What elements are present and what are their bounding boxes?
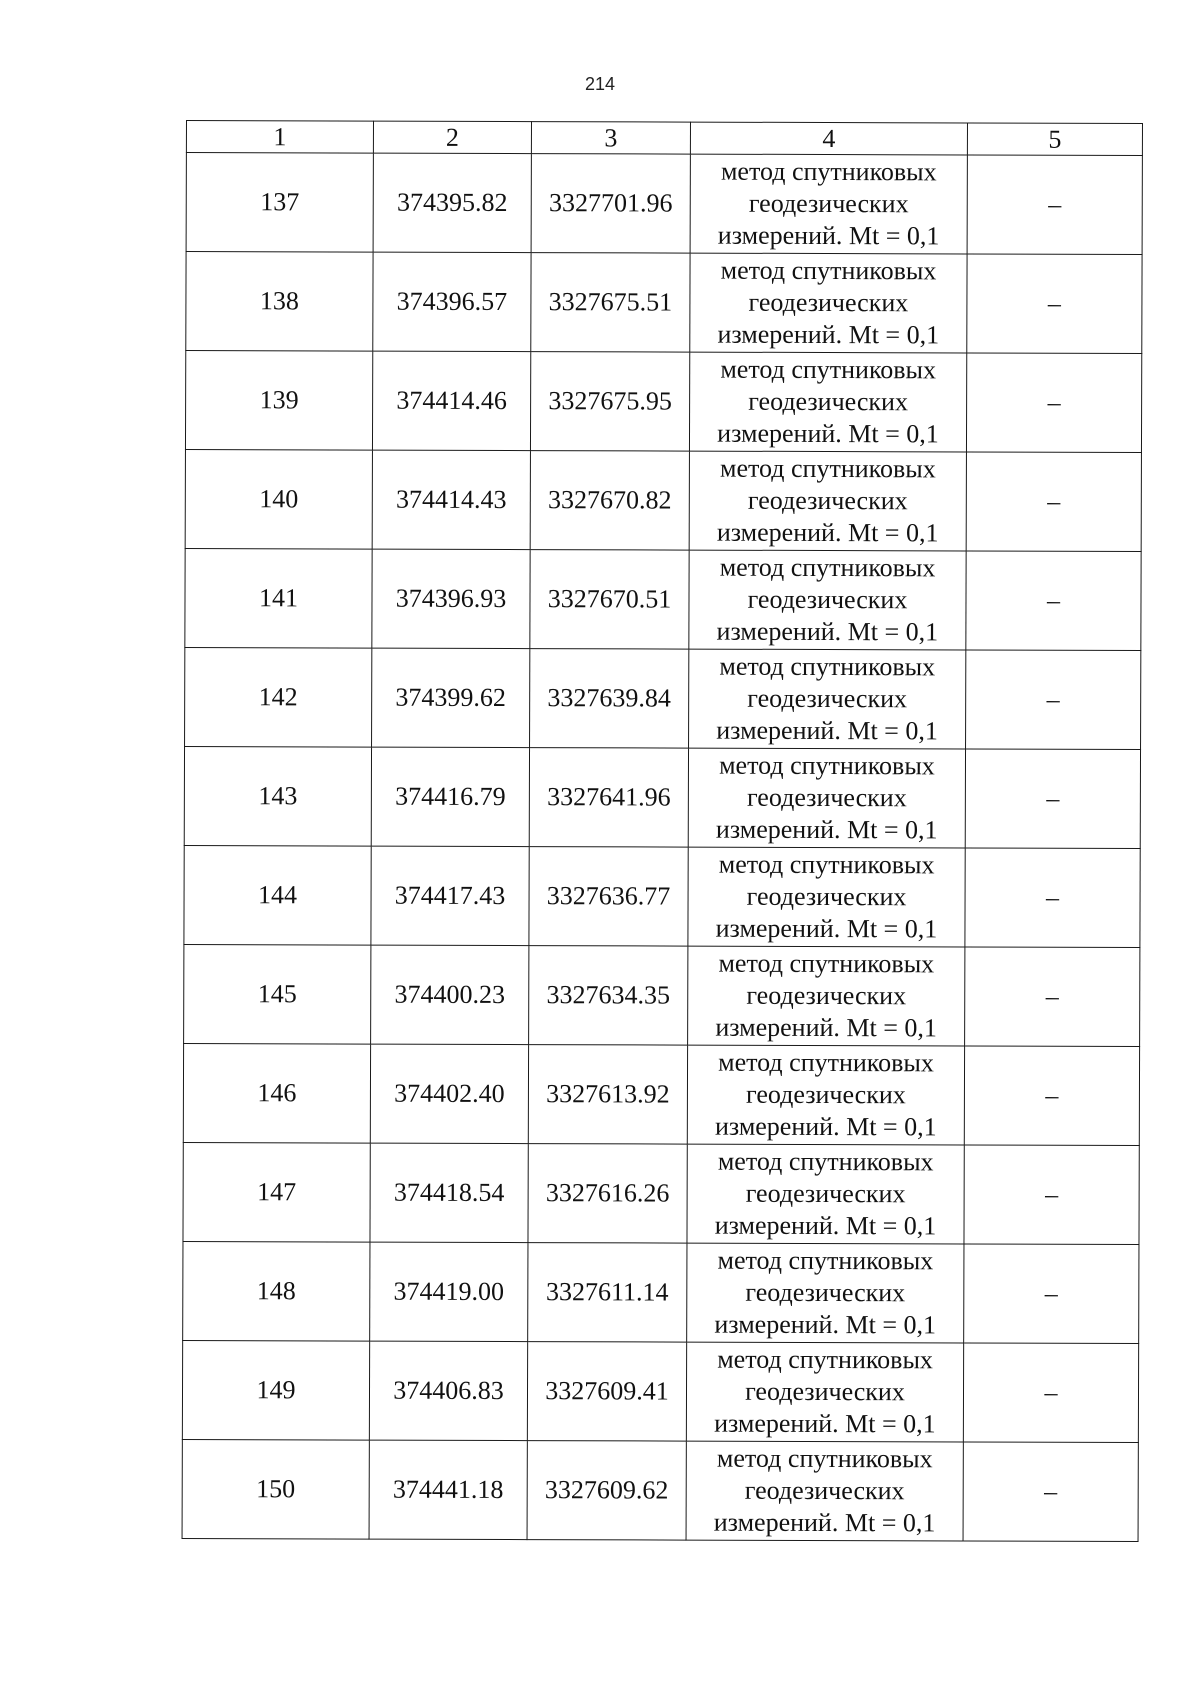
column-header-3: 3 bbox=[531, 122, 690, 154]
method-cell bbox=[687, 1045, 964, 1145]
y-coordinate-cell: 3327616.26 bbox=[528, 1144, 687, 1243]
method-line: геодезических bbox=[746, 881, 907, 912]
method-cell bbox=[688, 946, 965, 1046]
method-line: геодезических bbox=[745, 1178, 906, 1209]
method-line: метод спутниковых bbox=[718, 849, 935, 880]
method-line: метод спутниковых bbox=[717, 1344, 933, 1375]
method-line: геодезических bbox=[744, 1475, 905, 1506]
note-cell: – bbox=[964, 1046, 1139, 1146]
method-line: геодезических bbox=[746, 1079, 906, 1110]
method-line: измерений. Mt = 0,1 bbox=[717, 418, 939, 449]
method-line: измерений. Mt = 0,1 bbox=[715, 913, 938, 944]
note-cell: – bbox=[966, 551, 1141, 651]
method-cell bbox=[689, 649, 966, 749]
column-header-2: 2 bbox=[373, 121, 531, 153]
method-line: геодезических bbox=[747, 584, 908, 615]
header-row bbox=[186, 121, 1142, 156]
method-cell bbox=[688, 847, 965, 947]
y-coordinate-cell: 3327634.35 bbox=[529, 946, 688, 1045]
note-cell: – bbox=[967, 155, 1142, 255]
note-cell: – bbox=[965, 848, 1140, 948]
table-row bbox=[182, 1340, 1138, 1442]
method-line: геодезических bbox=[747, 683, 908, 714]
method-line: метод спутниковых bbox=[718, 948, 935, 979]
x-coordinate-cell: 374418.54 bbox=[370, 1143, 528, 1242]
x-coordinate-cell: 374396.57 bbox=[373, 252, 531, 351]
table-header bbox=[186, 121, 1142, 156]
method-line: измерений. Mt = 0,1 bbox=[714, 1111, 937, 1142]
method-line: измерений. Mt = 0,1 bbox=[717, 319, 940, 350]
x-coordinate-cell: 374402.40 bbox=[370, 1044, 528, 1143]
method-line: измерений. Mt = 0,1 bbox=[717, 220, 940, 251]
y-coordinate-cell: 3327670.82 bbox=[530, 451, 689, 550]
y-coordinate-cell: 3327613.92 bbox=[528, 1045, 687, 1144]
method-line: измерений. Mt = 0,1 bbox=[716, 715, 938, 746]
column-header-4: 4 bbox=[690, 122, 967, 155]
method-cell bbox=[686, 1441, 963, 1541]
table-row bbox=[185, 449, 1141, 551]
method-cell bbox=[689, 550, 966, 650]
method-cell bbox=[689, 451, 966, 551]
table-row bbox=[186, 252, 1142, 354]
x-coordinate-cell: 374416.79 bbox=[371, 747, 529, 846]
x-coordinate-cell: 374399.62 bbox=[372, 648, 530, 747]
method-line: геодезических bbox=[748, 386, 909, 417]
method-cell bbox=[690, 253, 967, 353]
x-coordinate-cell: 374414.43 bbox=[372, 450, 530, 549]
y-coordinate-cell: 3327701.96 bbox=[531, 154, 690, 253]
x-coordinate-cell: 374406.83 bbox=[369, 1341, 527, 1440]
method-line: измерений. Mt = 0,1 bbox=[713, 1507, 936, 1538]
y-coordinate-cell: 3327641.96 bbox=[529, 748, 688, 847]
x-coordinate-cell: 374395.82 bbox=[373, 153, 531, 252]
method-line: метод спутниковых bbox=[720, 156, 937, 187]
coordinates-table bbox=[182, 120, 1143, 1542]
x-coordinate-cell: 374396.93 bbox=[372, 549, 530, 648]
column-header-1: 1 bbox=[186, 121, 373, 154]
y-coordinate-cell: 3327609.41 bbox=[527, 1342, 686, 1441]
point-number-cell: 148 bbox=[183, 1241, 370, 1341]
method-line: метод спутниковых bbox=[717, 1245, 934, 1276]
method-line: измерений. Mt = 0,1 bbox=[715, 1012, 937, 1043]
table-row bbox=[184, 944, 1140, 1046]
note-cell: – bbox=[967, 254, 1142, 354]
table-row bbox=[185, 647, 1141, 749]
point-number-cell: 147 bbox=[183, 1142, 370, 1242]
note-cell: – bbox=[966, 650, 1141, 750]
note-cell: – bbox=[966, 452, 1141, 552]
y-coordinate-cell: 3327670.51 bbox=[530, 550, 689, 649]
note-cell: – bbox=[963, 1442, 1138, 1542]
point-number-cell: 137 bbox=[186, 153, 373, 253]
note-cell: – bbox=[965, 947, 1140, 1047]
method-line: метод спутниковых bbox=[719, 552, 936, 583]
method-line: метод спутниковых bbox=[716, 1443, 933, 1474]
x-coordinate-cell: 374441.18 bbox=[369, 1440, 527, 1539]
note-cell: – bbox=[964, 1145, 1139, 1245]
page-number: 214 bbox=[584, 74, 616, 94]
method-line: метод спутниковых bbox=[720, 354, 937, 385]
note-cell: – bbox=[964, 1244, 1139, 1344]
point-number-cell: 140 bbox=[185, 449, 372, 549]
method-line: метод спутниковых bbox=[720, 453, 936, 484]
table-row bbox=[184, 845, 1140, 947]
y-coordinate-cell: 3327611.14 bbox=[528, 1243, 687, 1342]
table-row bbox=[183, 1241, 1139, 1343]
method-line: измерений. Mt = 0,1 bbox=[715, 814, 938, 845]
method-line: измерений. Mt = 0,1 bbox=[714, 1210, 937, 1241]
note-cell: – bbox=[965, 749, 1140, 849]
table-body bbox=[182, 153, 1142, 1542]
y-coordinate-cell: 3327675.51 bbox=[531, 253, 690, 352]
point-number-cell: 138 bbox=[186, 252, 373, 352]
method-line: метод спутниковых bbox=[719, 651, 936, 682]
method-cell bbox=[690, 154, 967, 254]
method-line: геодезических bbox=[746, 782, 907, 813]
note-cell: – bbox=[966, 353, 1141, 453]
point-number-cell: 146 bbox=[183, 1043, 370, 1143]
column-header-5: 5 bbox=[967, 123, 1142, 156]
point-number-cell: 141 bbox=[185, 548, 372, 648]
method-line: измерений. Mt = 0,1 bbox=[714, 1309, 937, 1340]
point-number-cell: 145 bbox=[184, 944, 371, 1044]
method-cell bbox=[689, 352, 966, 452]
table-row bbox=[186, 153, 1142, 255]
method-cell bbox=[687, 1144, 964, 1244]
point-number-cell: 149 bbox=[182, 1340, 369, 1440]
x-coordinate-cell: 374400.23 bbox=[371, 945, 529, 1044]
y-coordinate-cell: 3327675.95 bbox=[530, 352, 689, 451]
y-coordinate-cell: 3327639.84 bbox=[530, 649, 689, 748]
method-cell bbox=[686, 1342, 963, 1442]
x-coordinate-cell: 374414.46 bbox=[372, 351, 530, 450]
x-coordinate-cell: 374417.43 bbox=[371, 846, 529, 945]
y-coordinate-cell: 3327609.62 bbox=[527, 1441, 686, 1540]
method-line: измерений. Mt = 0,1 bbox=[714, 1408, 936, 1439]
point-number-cell: 144 bbox=[184, 845, 371, 945]
table-row bbox=[185, 351, 1141, 453]
table-row bbox=[182, 1439, 1138, 1541]
method-line: геодезических bbox=[747, 485, 908, 516]
point-number-cell: 139 bbox=[185, 351, 372, 451]
table-row bbox=[183, 1043, 1139, 1145]
method-line: геодезических bbox=[748, 188, 909, 219]
method-cell bbox=[687, 1243, 964, 1343]
note-cell: – bbox=[963, 1343, 1138, 1443]
table-row bbox=[185, 548, 1141, 650]
point-number-cell: 142 bbox=[185, 647, 372, 747]
method-line: геодезических bbox=[748, 287, 909, 318]
x-coordinate-cell: 374419.00 bbox=[370, 1242, 528, 1341]
method-line: геодезических bbox=[746, 980, 907, 1011]
y-coordinate-cell: 3327636.77 bbox=[529, 847, 688, 946]
method-line: геодезических bbox=[745, 1277, 906, 1308]
point-number-cell: 143 bbox=[184, 746, 371, 846]
table-row bbox=[184, 746, 1140, 848]
method-line: метод спутниковых bbox=[719, 750, 935, 781]
point-number-cell: 150 bbox=[182, 1439, 369, 1539]
method-line: геодезических bbox=[745, 1376, 905, 1407]
method-cell bbox=[688, 748, 965, 848]
table-row bbox=[183, 1142, 1139, 1244]
method-line: метод спутниковых bbox=[720, 255, 937, 286]
method-line: метод спутниковых bbox=[717, 1146, 934, 1177]
method-line: метод спутниковых bbox=[718, 1047, 934, 1078]
method-line: измерений. Mt = 0,1 bbox=[716, 517, 939, 548]
method-line: измерений. Mt = 0,1 bbox=[716, 616, 939, 647]
